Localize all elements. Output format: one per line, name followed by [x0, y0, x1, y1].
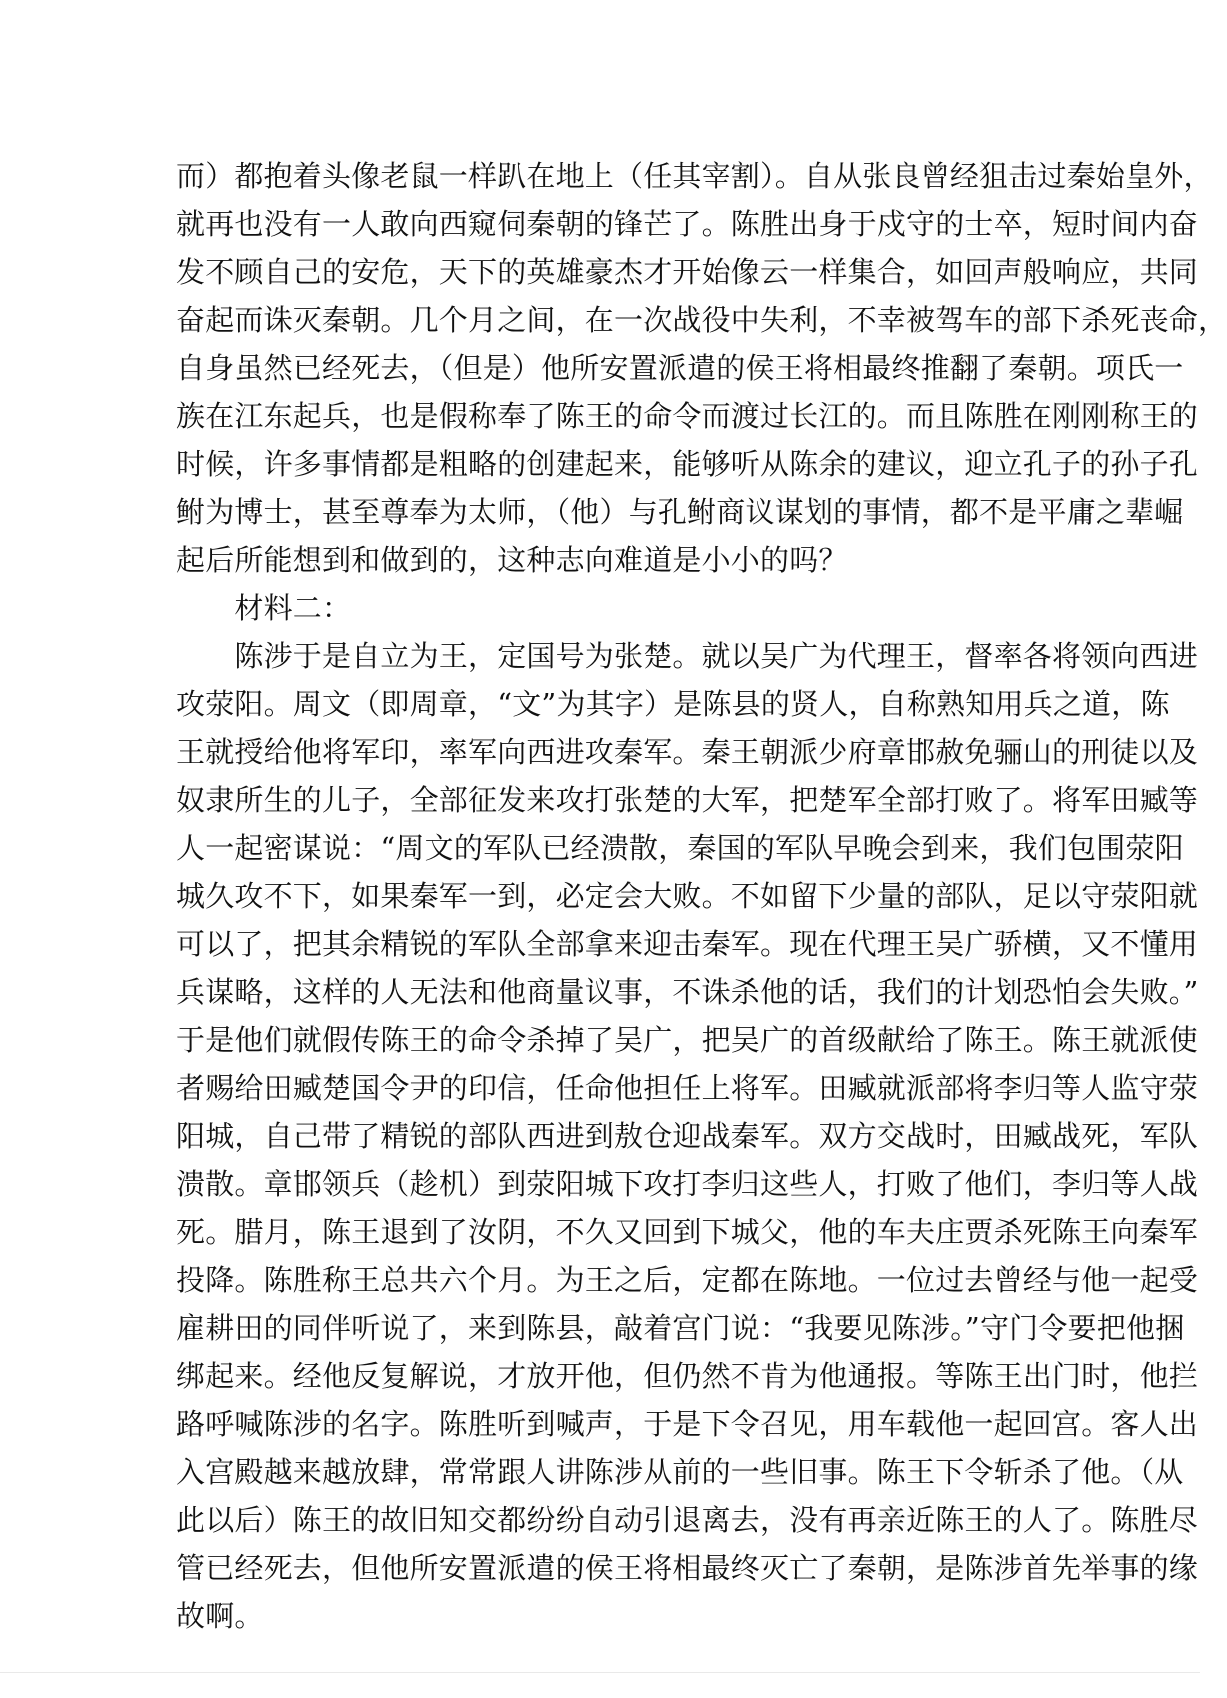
- text-line: 就再也没有一人敢向西窥伺秦朝的锋芒了。陈胜出身于戍守的士卒，短时间内奋: [176, 207, 1199, 241]
- text-line: 者赐给田臧楚国令尹的印信，任命他担任上将军。田臧就派部将李归等人监守荥: [176, 1071, 1199, 1105]
- text-line: 绑起来。经他反复解说，才放开他，但仍然不肯为他通报。等陈王出门时，他拦: [176, 1359, 1199, 1393]
- text-line: 王就授给他将军印，率军向西进攻秦军。秦王朝派少府章邯赦免骊山的刑徒以及: [176, 735, 1199, 769]
- text-line: 奴隶所生的儿子，全部征发来攻打张楚的大军，把楚军全部打败了。将军田臧等: [176, 783, 1199, 817]
- text-line: 起后所能想到和做到的，这种志向难道是小小的吗？: [176, 543, 848, 577]
- text-line: 管已经死去，但他所安置派遣的侯王将相最终灭亡了秦朝，是陈涉首先举事的缘: [176, 1551, 1199, 1585]
- text-line: 此以后）陈王的故旧知交都纷纷自动引退离去，没有再亲近陈王的人了。陈胜尽: [176, 1503, 1199, 1537]
- text-line: 而）都抱着头像老鼠一样趴在地上（任其宰割）。自从张良曾经狙击过秦始皇外，: [176, 159, 1213, 193]
- text-line: 故啊。: [176, 1599, 264, 1633]
- text-line: 人一起密谋说：“周文的军队已经溃散，秦国的军队早晚会到来，我们包围荥阳: [176, 831, 1184, 865]
- text-line: 死。腊月，陈王退到了汝阴，不久又回到下城父，他的车夫庄贾杀死陈王向秦军: [176, 1215, 1199, 1249]
- text-line: 可以了，把其余精锐的军队全部拿来迎击秦军。现在代理王吴广骄横，又不懂用: [176, 927, 1199, 961]
- text-line: 投降。陈胜称王总共六个月。为王之后，定都在陈地。一位过去曾经与他一起受: [176, 1263, 1199, 1297]
- text-line: 阳城，自己带了精锐的部队西进到敖仓迎战秦军。双方交战时，田臧战死，军队: [176, 1119, 1199, 1153]
- page-bottom-edge: [0, 1672, 1200, 1673]
- text-line: 溃散。章邯领兵（趁机）到荥阳城下攻打李归这些人，打败了他们，李归等人战: [176, 1167, 1199, 1201]
- section-heading: 材料二：: [176, 591, 352, 625]
- text-line: 雇耕田的同伴听说了，来到陈县，敲着宫门说：“我要见陈涉。”守门令要把他捆: [176, 1311, 1185, 1345]
- text-line: 族在江东起兵，也是假称奉了陈王的命令而渡过长江的。而且陈胜在刚刚称王的: [176, 399, 1199, 433]
- text-line: 于是他们就假传陈王的命令杀掉了吴广，把吴广的首级献给了陈王。陈王就派使: [176, 1023, 1199, 1057]
- text-line: 鲋为博士，甚至尊奉为太师，（他）与孔鲋商议谋划的事情，都不是平庸之辈崛: [176, 495, 1184, 529]
- text-line: 路呼喊陈涉的名字。陈胜听到喊声，于是下令召见，用车载他一起回宫。客人出: [176, 1407, 1199, 1441]
- text-line: 奋起而诛灭秦朝。几个月之间，在一次战役中失利，不幸被驾车的部下杀死丧命，: [176, 303, 1227, 337]
- text-line: 兵谋略，这样的人无法和他商量议事，不诛杀他的话，我们的计划恐怕会失败。”: [176, 975, 1199, 1009]
- text-line: 城久攻不下，如果秦军一到，必定会大败。不如留下少量的部队，足以守荥阳就: [176, 879, 1199, 913]
- text-line: 攻荥阳。周文（即周章，“文”为其字）是陈县的贤人，自称熟知用兵之道，陈: [176, 687, 1170, 721]
- text-line: 发不顾自己的安危，天下的英雄豪杰才开始像云一样集合，如回声般响应，共同: [176, 255, 1199, 289]
- text-line: 自身虽然已经死去，（但是）他所安置派遣的侯王将相最终推翻了秦朝。项氏一: [176, 351, 1184, 385]
- text-line: 入宫殿越来越放肆，常常跟人讲陈涉从前的一些旧事。陈王下令斩杀了他。（从: [176, 1455, 1184, 1489]
- text-line: 时候，许多事情都是粗略的创建起来，能够听从陈余的建议，迎立孔子的孙子孔: [176, 447, 1199, 481]
- text-line: 陈涉于是自立为王，定国号为张楚。就以吴广为代理王，督率各将领向西进: [176, 639, 1199, 673]
- body-text: [176, 152, 1227, 1640]
